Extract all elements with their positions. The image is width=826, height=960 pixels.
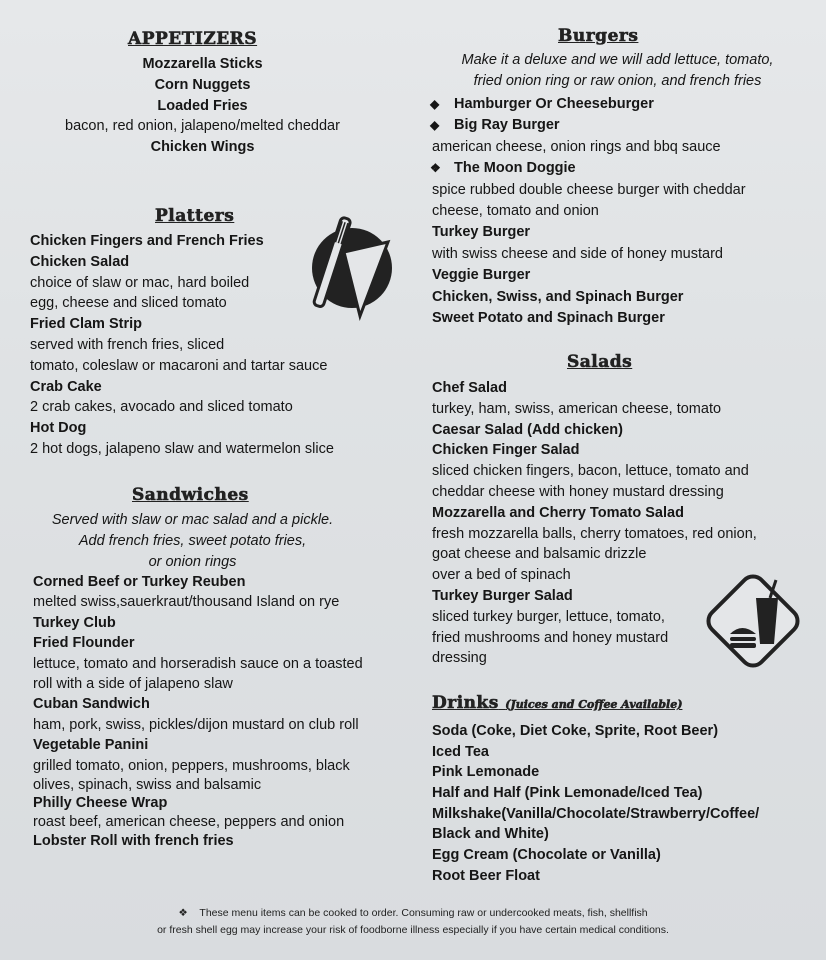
- menu-item-description: goat cheese and balsamic drizzle: [432, 546, 647, 563]
- menu-item-description: fresh mozzarella balls, cherry tomatoes, red onion,: [432, 525, 757, 542]
- menu-item-description: turkey, ham, swiss, american cheese, tomato: [432, 400, 722, 417]
- menu-item-description: lettuce, tomato and horseradish sauce on a toasted: [33, 655, 363, 672]
- menu-item: ◆ Hamburger Or Cheeseburger: [432, 94, 746, 115]
- appetizers-list: [20, 54, 385, 158]
- fork-knife-plate-icon: [300, 212, 396, 327]
- burgers-intro: [430, 50, 805, 92]
- menu-item: Chicken Fingers and French Fries: [30, 233, 264, 249]
- menu-item-description: sliced turkey burger, lettuce, tomato,: [432, 608, 665, 625]
- menu-item-description: 2 hot dogs, jalapeno slaw and watermelon slice: [30, 440, 334, 457]
- drinks-list: [432, 721, 759, 887]
- menu-item: Black and White): [432, 826, 549, 843]
- menu-item: Chicken Salad: [30, 253, 130, 270]
- drink-burger-icon: [700, 568, 806, 679]
- burgers-title: Burgers: [558, 26, 639, 46]
- menu-item: Chicken Finger Salad: [432, 442, 580, 459]
- menu-item: Corned Beef or Turkey Reuben: [33, 574, 246, 590]
- menu-item: Turkey Club: [33, 614, 116, 631]
- menu-item: Egg Cream (Chocolate or Vanilla): [432, 847, 661, 864]
- menu-item-description: melted swiss,sauerkraut/thousand Island on rye: [33, 594, 340, 611]
- ornament-bullet-icon: ❖: [178, 907, 188, 919]
- diamond-bullet-icon: ◆: [430, 118, 440, 133]
- sandwiches-list: [33, 572, 363, 851]
- menu-item-description: olives, spinach, swiss and balsamic: [33, 776, 262, 793]
- menu-item: Turkey Burger: [432, 224, 531, 241]
- menu-item-description: with swiss cheese and side of honey mustard: [432, 245, 723, 262]
- menu-item-description: egg, cheese and sliced tomato: [30, 295, 227, 312]
- footer-text: These menu items can be cooked to order. Consuming raw or undercooked meats, fish, shellfish: [199, 907, 648, 919]
- menu-item: Veggie Burger: [432, 267, 531, 284]
- menu-item: Half and Half (Pink Lemonade/Iced Tea): [432, 785, 703, 802]
- drinks-subtitle: (Juices and Coffee Available): [505, 698, 683, 711]
- menu-item: ◆ Big Ray Burger: [432, 115, 746, 136]
- menu-item: Hot Dog: [30, 420, 87, 437]
- burgers-intro-line: fried onion ring or raw onion, and french fries: [473, 72, 762, 89]
- footer-line-2: or fresh shell egg may increase your risk of foodborne illness especially if you have certain medical conditions.: [157, 924, 669, 936]
- menu-item-description: over a bed of spinach: [432, 567, 571, 584]
- menu-item: Turkey Burger Salad: [432, 587, 573, 604]
- ornament-bullet-icon: ❖: [430, 161, 441, 176]
- appetizers-title: APPETIZERS: [128, 29, 258, 49]
- menu-item: Milkshake(Vanilla/Chocolate/Strawberry/Coffee/: [432, 805, 760, 822]
- menu-item-description: grilled tomato, onion, peppers, mushrooms, black: [33, 757, 350, 774]
- menu-item: Mozzarella Sticks: [142, 56, 263, 72]
- menu-item: Chicken, Swiss, and Spinach Burger: [432, 288, 684, 305]
- menu-item: Fried Flounder: [33, 635, 135, 652]
- sandwiches-title: Sandwiches: [132, 485, 249, 505]
- footer-disclaimer: [0, 905, 826, 939]
- menu-item: Crab Cake: [30, 378, 102, 395]
- footer-line-1: [0, 905, 826, 922]
- menu-item-description: bacon, red onion, jalapeno/melted cheddar: [65, 118, 340, 135]
- menu-item: Philly Cheese Wrap: [33, 794, 168, 811]
- menu-item: Pink Lemonade: [432, 764, 540, 781]
- menu-item: Chef Salad: [432, 380, 507, 396]
- salads-title: Salads: [567, 352, 633, 372]
- menu-item-description: fried mushrooms and honey mustard: [432, 629, 669, 646]
- menu-item: Caesar Salad (Add chicken): [432, 421, 623, 438]
- menu-item: Mozzarella and Cherry Tomato Salad: [432, 504, 684, 521]
- diamond-bullet-icon: ◆: [430, 97, 440, 111]
- menu-item: Soda (Coke, Diet Coke, Sprite, Root Beer): [432, 723, 719, 739]
- menu-item: Chicken Wings: [150, 139, 255, 156]
- menu-item-description: sliced chicken fingers, bacon, lettuce, tomato and: [432, 463, 749, 480]
- drinks-title-text: Drinks: [432, 693, 499, 713]
- menu-item: Lobster Roll with french fries: [33, 832, 234, 849]
- menu-item-description: cheese, tomato and onion: [432, 202, 599, 219]
- menu-item-description: choice of slaw or mac, hard boiled: [30, 274, 250, 291]
- menu-item-description: american cheese, onion rings and bbq sauce: [432, 138, 721, 155]
- menu-item-description: ham, pork, swiss, pickles/dijon mustard on club roll: [33, 716, 359, 733]
- menu-item-description: served with french fries, sliced: [30, 336, 225, 353]
- platters-list: [30, 231, 334, 460]
- menu-item: Iced Tea: [432, 743, 489, 760]
- menu-item: ❖ The Moon Doggie: [432, 158, 746, 179]
- menu-item-description: tomato, coleslaw or macaroni and tartar sauce: [30, 357, 328, 374]
- burgers-intro-line: Make it a deluxe and we will add lettuce, tomato,: [461, 52, 774, 68]
- sandwiches-intro-line: or onion rings: [148, 553, 237, 570]
- menu-item: Root Beer Float: [432, 867, 540, 884]
- menu-item: Cuban Sandwich: [33, 696, 150, 713]
- menu-item-description: roast beef, american cheese, peppers and onion: [33, 813, 345, 830]
- menu-item-description: dressing: [432, 650, 487, 667]
- sandwiches-intro-line: Add french fries, sweet potato fries,: [78, 532, 307, 549]
- platters-title: Platters: [155, 206, 235, 226]
- menu-item-description: 2 crab cakes, avocado and sliced tomato: [30, 399, 293, 416]
- menu-item-description: roll with a side of jalapeno slaw: [33, 675, 233, 692]
- menu-item: Corn Nuggets: [154, 76, 251, 93]
- menu-item: Loaded Fries: [157, 97, 248, 114]
- menu-item-description: spice rubbed double cheese burger with cheddar: [432, 181, 746, 198]
- menu-item-description: cheddar cheese with honey mustard dressing: [432, 483, 724, 500]
- menu-item: Vegetable Panini: [33, 737, 149, 754]
- drinks-title: [432, 693, 682, 713]
- sandwiches-intro-line: Served with slaw or mac salad and a pickle.: [51, 512, 334, 528]
- menu-item: Sweet Potato and Spinach Burger: [432, 309, 665, 326]
- sandwiches-intro: [20, 510, 365, 572]
- menu-item: Fried Clam Strip: [30, 316, 142, 333]
- burgers-list: [432, 94, 746, 329]
